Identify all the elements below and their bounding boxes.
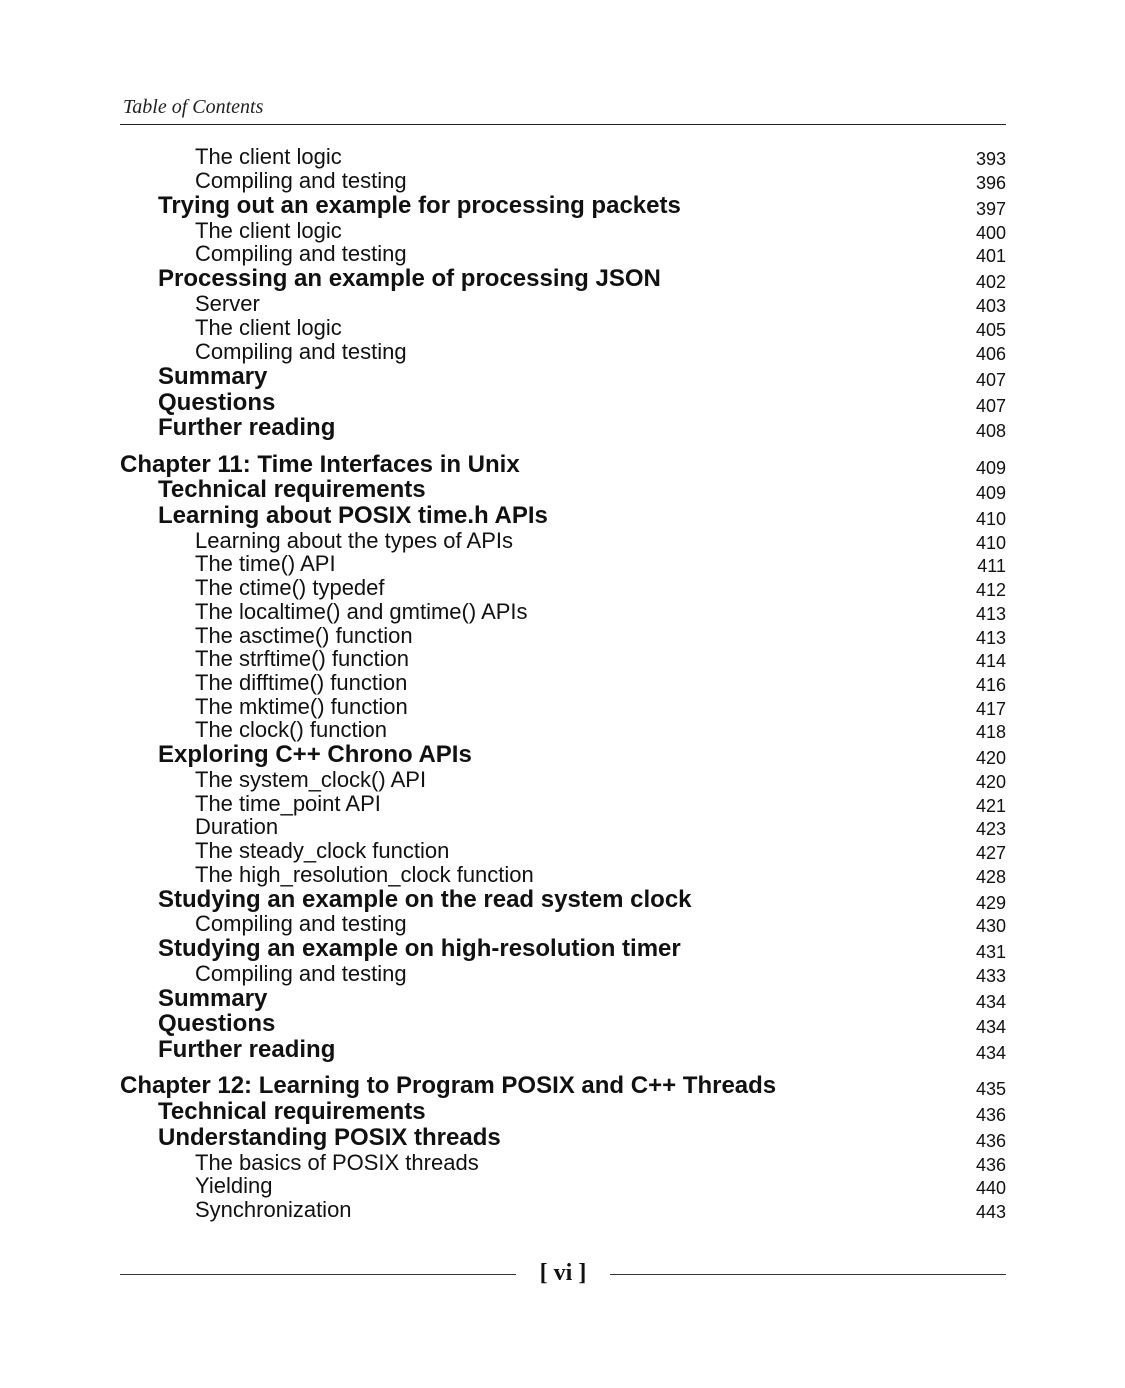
- toc-subsection-entry: [120, 1191, 1006, 1221]
- toc-entry-page: 433: [975, 966, 1006, 986]
- toc-entry-page: 421: [975, 796, 1006, 816]
- toc-entry-page: 427: [975, 843, 1006, 863]
- toc-list: [120, 0, 1006, 1240]
- toc-entry-page: 401: [975, 246, 1006, 266]
- toc-entry-page: 413: [975, 604, 1006, 624]
- toc-entry-page: 434: [975, 1017, 1006, 1037]
- toc-entry-title: Technical requirements: [158, 476, 426, 503]
- toc-entry-title: Yielding: [195, 1173, 273, 1198]
- toc-entry-page: 417: [975, 699, 1006, 719]
- toc-entry-page: 431: [975, 942, 1006, 962]
- toc-entry-title: Studying an example on the read system clock: [158, 886, 692, 913]
- toc-entry-title: Trying out an example for processing packets: [158, 192, 681, 219]
- toc-entry-title: Studying an example on high-resolution timer: [158, 935, 681, 962]
- toc-entry-title: The localtime() and gmtime() APIs: [195, 599, 528, 624]
- toc-entry-title: Further reading: [158, 1036, 336, 1063]
- toc-entry-title: Compiling and testing: [195, 911, 407, 936]
- toc-entry-page: 407: [975, 370, 1006, 390]
- toc-entry-title: The time_point API: [195, 791, 381, 816]
- toc-entry-page: 403: [975, 296, 1006, 316]
- toc-entry-page: 413: [975, 628, 1006, 648]
- toc-entry-page: 429: [975, 893, 1006, 913]
- toc-entry-page: 405: [975, 320, 1006, 340]
- toc-entry-page: 440: [975, 1178, 1006, 1198]
- toc-entry-title: Compiling and testing: [195, 339, 407, 364]
- toc-entry-page: 420: [975, 748, 1006, 768]
- toc-entry-title: The client logic: [195, 315, 342, 340]
- toc-entry-page: 420: [975, 772, 1006, 792]
- toc-entry-page: 443: [975, 1202, 1006, 1222]
- toc-entry-title: Server: [195, 291, 260, 316]
- toc-entry-title: Learning about POSIX time.h APIs: [158, 502, 548, 529]
- toc-entry-title: The ctime() typedef: [195, 575, 385, 600]
- toc-entry-page: 434: [975, 1043, 1006, 1063]
- toc-entry-title: Duration: [195, 814, 279, 839]
- toc-entry-page: 412: [975, 580, 1006, 600]
- toc-entry-page: 397: [975, 199, 1006, 219]
- footer-rule-right: [610, 1274, 1006, 1275]
- toc-entry-title: The mktime() function: [195, 694, 408, 719]
- toc-entry-page: 414: [975, 651, 1006, 671]
- toc-entry-title: Compiling and testing: [195, 168, 407, 193]
- toc-entry-page: 393: [975, 149, 1006, 169]
- toc-entry-title: The strftime() function: [195, 646, 409, 671]
- toc-entry-title: Compiling and testing: [195, 961, 407, 986]
- toc-entry-title: Processing an example of processing JSON: [158, 265, 661, 292]
- toc-entry-title: The basics of POSIX threads: [195, 1150, 479, 1175]
- toc-entry-title: Further reading: [158, 414, 336, 441]
- toc-entry-page: 396: [975, 173, 1006, 193]
- toc-entry-page: 410: [975, 533, 1006, 553]
- toc-entry-page: 402: [975, 272, 1006, 292]
- toc-entry-page: 435: [975, 1079, 1006, 1099]
- toc-entry-page: 428: [975, 867, 1006, 887]
- toc-entry-page: 411: [977, 556, 1006, 576]
- toc-entry-page: 400: [975, 223, 1006, 243]
- toc-entry-title: Questions: [158, 1010, 276, 1037]
- toc-entry-page: 416: [975, 675, 1006, 695]
- page-footer: [120, 1258, 1006, 1294]
- toc-entry-title: Chapter 11: Time Interfaces in Unix: [120, 451, 520, 478]
- toc-section-entry: [120, 410, 1006, 440]
- toc-entry-title: The asctime() function: [195, 623, 413, 648]
- toc-entry-title: Understanding POSIX threads: [158, 1124, 501, 1151]
- toc-entry-title: Summary: [158, 363, 268, 390]
- toc-entry-page: 436: [975, 1105, 1006, 1125]
- toc-entry-page: 434: [975, 992, 1006, 1012]
- toc-entry-title: The client logic: [195, 144, 342, 169]
- toc-entry-title: Technical requirements: [158, 1098, 426, 1125]
- toc-entry-title: The time() API: [195, 551, 336, 576]
- toc-entry-title: The steady_clock function: [195, 838, 450, 863]
- toc-entry-title: The high_resolution_clock function: [195, 862, 534, 887]
- toc-entry-page: 423: [975, 819, 1006, 839]
- toc-entry-page: 410: [975, 509, 1006, 529]
- page-number: [ vi ]: [539, 1260, 587, 1286]
- toc-entry-title: The system_clock() API: [195, 767, 427, 792]
- running-header-title: Table of Contents: [123, 96, 264, 118]
- toc-entry-title: Chapter 12: Learning to Program POSIX and C++ Threads: [120, 1072, 777, 1099]
- toc-entry-title: Learning about the types of APIs: [195, 528, 514, 553]
- toc-entry-title: Synchronization: [195, 1197, 352, 1222]
- toc-entry-page: 406: [975, 344, 1006, 364]
- toc-entry-page: 407: [975, 396, 1006, 416]
- toc-entry-title: Summary: [158, 985, 268, 1012]
- toc-entry-page: 409: [975, 458, 1006, 478]
- toc-entry-page: 408: [975, 421, 1006, 441]
- toc-entry-page: 409: [975, 483, 1006, 503]
- toc-entry-title: Questions: [158, 389, 276, 416]
- toc-entry-page: 418: [975, 722, 1006, 742]
- toc-entry-title: The clock() function: [195, 717, 387, 742]
- toc-entry-page: 430: [975, 916, 1006, 936]
- toc-entry-page: 436: [975, 1131, 1006, 1151]
- toc-entry-title: Compiling and testing: [195, 241, 407, 266]
- toc-section-entry: [120, 1032, 1006, 1062]
- toc-entry-title: The client logic: [195, 218, 342, 243]
- toc-entry-title: Exploring C++ Chrono APIs: [158, 741, 472, 768]
- toc-entry-title: The difftime() function: [195, 670, 408, 695]
- toc-entry-page: 436: [975, 1155, 1006, 1175]
